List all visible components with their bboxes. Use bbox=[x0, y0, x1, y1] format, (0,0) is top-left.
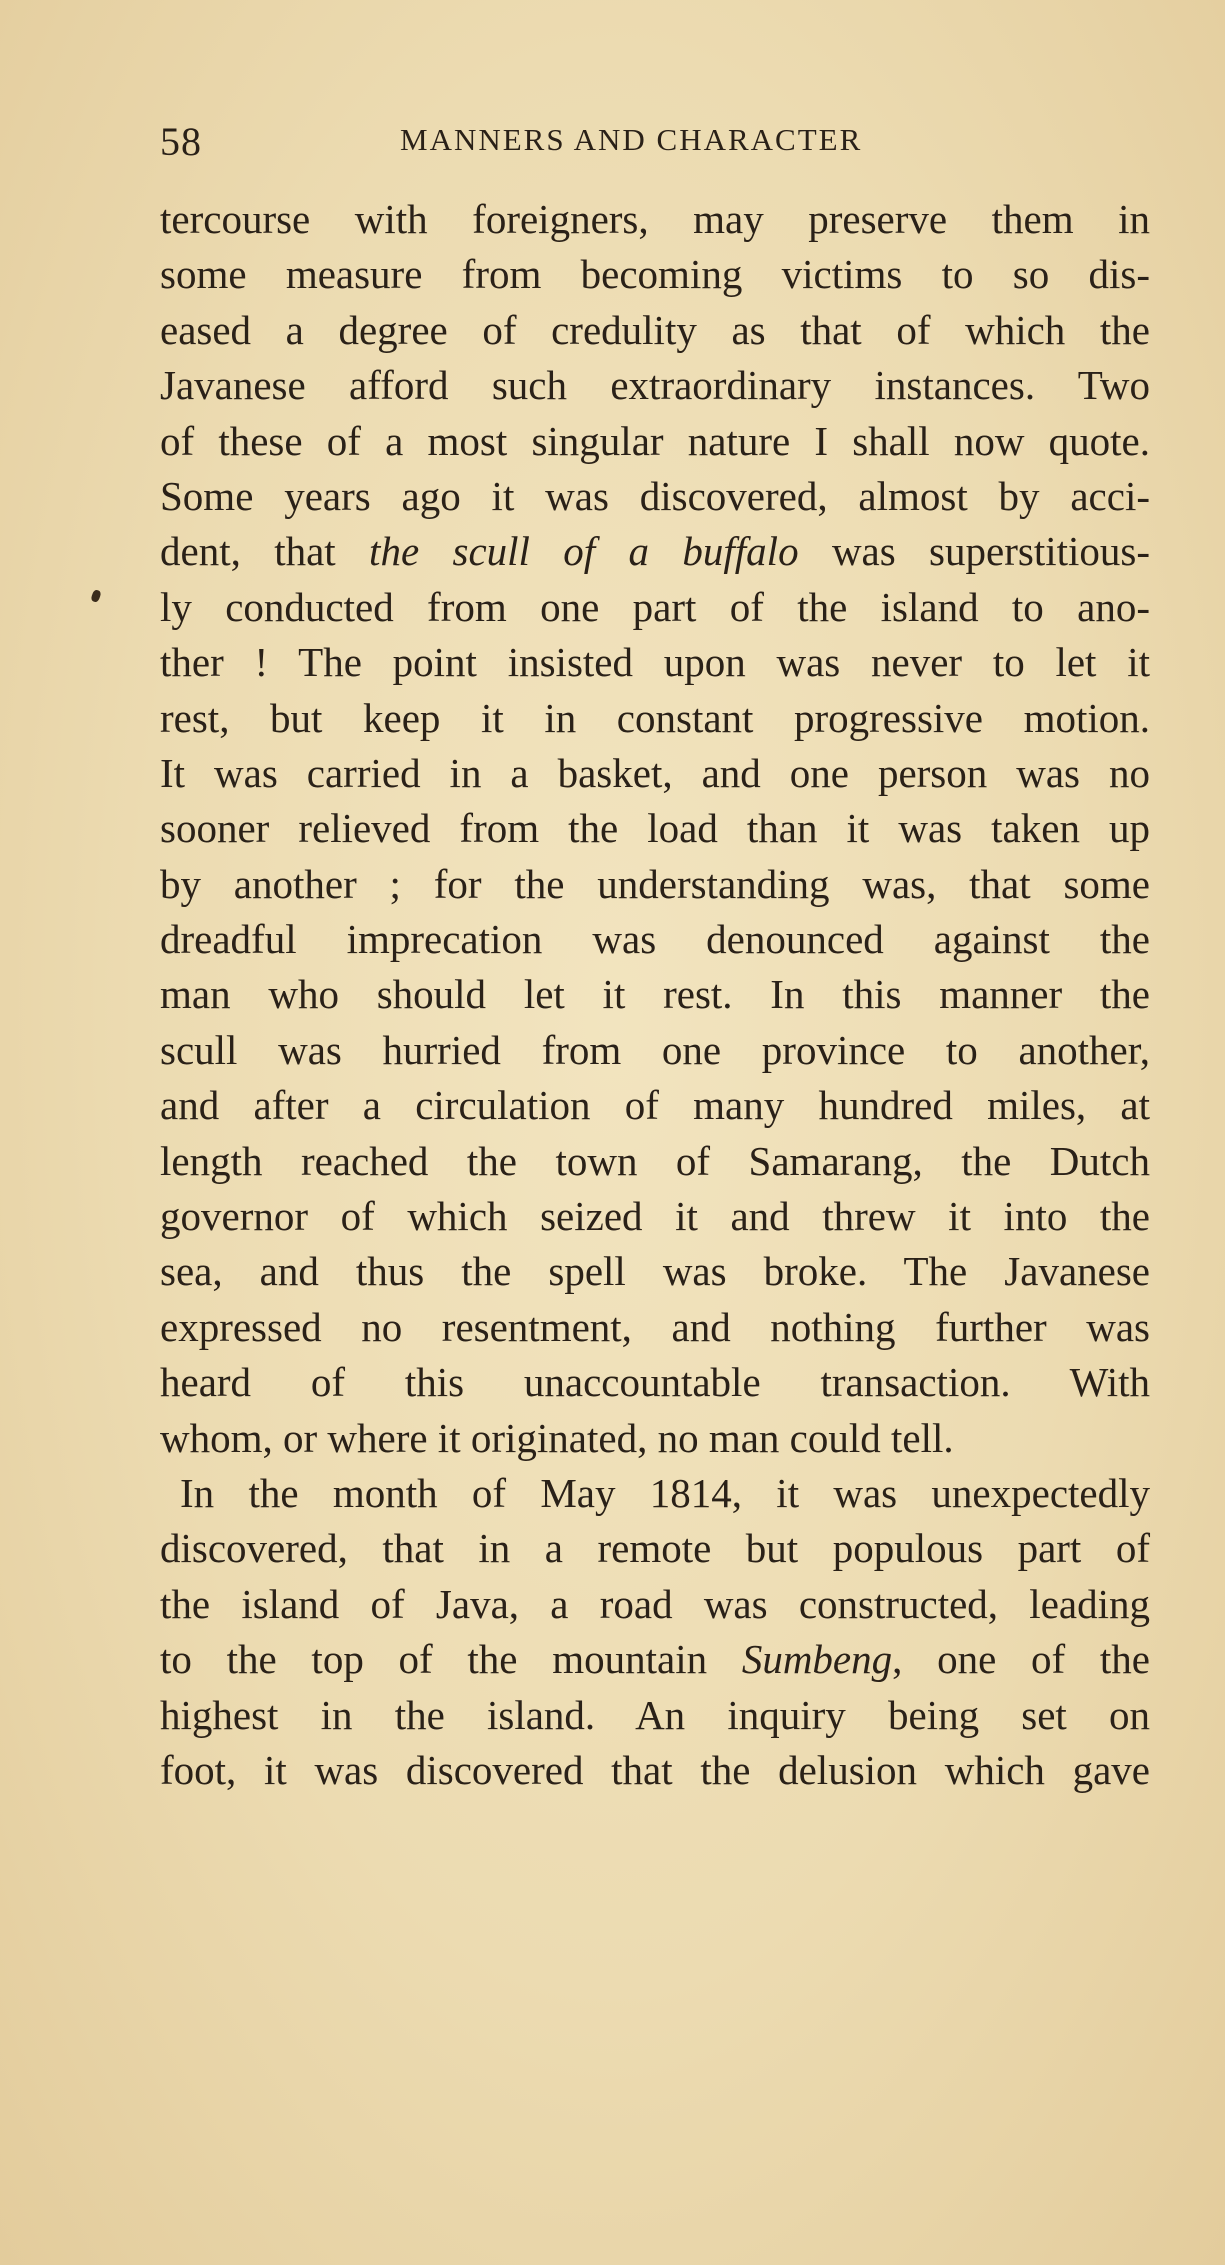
text-line: sooner relieved from the load than it was taken up bbox=[160, 805, 1150, 852]
text-line: foot, it was discovered that the delusion which gave bbox=[160, 1746, 1150, 1793]
running-title: MANNERS AND CHARACTER bbox=[400, 122, 863, 157]
text-segment: , one of the bbox=[892, 1636, 1150, 1683]
italic-phrase: Sumbeng bbox=[741, 1636, 893, 1683]
text-line: scull was hurried from one province to another, bbox=[160, 1026, 1150, 1073]
text-line bbox=[160, 1632, 1150, 1687]
text-line: some measure from becoming victims to so dis- bbox=[160, 251, 1150, 298]
page-number: 58 bbox=[160, 119, 202, 164]
text-line: highest in the island. An inquiry being set on bbox=[160, 1691, 1150, 1738]
text-line: dreadful imprecation was denounced against the bbox=[160, 916, 1150, 963]
text-line: In the month of May 1814, it was unexpectedly bbox=[180, 1469, 1150, 1516]
text-line: Some years ago it was discovered, almost by acci- bbox=[160, 472, 1150, 519]
margin-ink-mark bbox=[90, 589, 102, 603]
text-line: eased a degree of credulity as that of which the bbox=[160, 306, 1150, 353]
running-header bbox=[160, 118, 940, 168]
text-line: discovered, that in a remote but populous part of bbox=[160, 1525, 1150, 1572]
italic-phrase: the scull of a buffalo bbox=[369, 528, 799, 575]
text-line: by another ; for the understanding was, that some bbox=[160, 860, 1150, 907]
text-line: Javanese afford such extraordinary instances. Two bbox=[160, 362, 1150, 409]
text-segment: dent, that bbox=[160, 528, 370, 575]
text-line: of these of a most singular nature I shall now quote. bbox=[160, 417, 1150, 464]
text-line: heard of this unaccountable transaction. With bbox=[160, 1359, 1150, 1406]
body-text bbox=[160, 192, 1150, 1798]
text-line: sea, and thus the spell was broke. The Javanese bbox=[160, 1248, 1150, 1295]
text-segment: to the top of the mountain bbox=[160, 1636, 742, 1683]
text-segment: was superstitious- bbox=[798, 528, 1150, 575]
text-line: tercourse with foreigners, may preserve them in bbox=[160, 196, 1150, 242]
text-line: and after a circulation of many hundred miles, at bbox=[160, 1082, 1150, 1129]
text-line: rest, but keep it in constant progressive motion. bbox=[160, 694, 1150, 741]
text-line: length reached the town of Samarang, the Dutch bbox=[160, 1137, 1150, 1184]
text-line: ther ! The point insisted upon was never to let it bbox=[160, 639, 1150, 686]
text-line: the island of Java, a road was constructed, leading bbox=[160, 1580, 1150, 1627]
text-line: governor of which seized it and threw it into the bbox=[160, 1193, 1150, 1240]
text-line: ly conducted from one part of the island to ano- bbox=[160, 583, 1150, 630]
text-line: expressed no resentment, and nothing further was bbox=[160, 1303, 1150, 1350]
text-line bbox=[160, 524, 1150, 579]
text-line: whom, or where it originated, no man could tell. bbox=[160, 1414, 954, 1461]
text-line: It was carried in a basket, and one person was no bbox=[160, 749, 1150, 796]
text-line: man who should let it rest. In this manner the bbox=[160, 971, 1150, 1018]
